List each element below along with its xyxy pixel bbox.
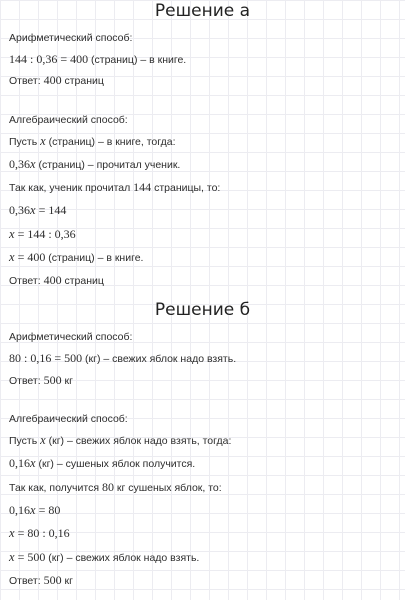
- b-dry-tail: (кг) – сушеных яблок получится.: [35, 458, 196, 470]
- b-since-num: 80: [101, 480, 114, 494]
- b-eq3-var: x: [9, 550, 15, 564]
- b-let-var: x: [40, 433, 46, 447]
- b-let-prefix: Пусть: [9, 435, 41, 447]
- b-dry-line: [9, 456, 195, 471]
- b-arith-label: Арифметический способ:: [9, 331, 133, 343]
- b-answer-1-unit: кг: [61, 375, 73, 387]
- a-answer-1-prefix: Ответ:: [9, 75, 44, 87]
- a-let-prefix: Пусть: [9, 136, 41, 148]
- a-equation-3: [9, 250, 143, 265]
- b-let-line: [9, 433, 231, 448]
- b-answer-2-value: 500: [43, 573, 62, 587]
- a-let-tail: (страниц) – в книге, тогда:: [45, 136, 176, 148]
- solution-a-title: Решение а: [154, 1, 251, 21]
- a-arith-label: Арифметический способ:: [9, 32, 133, 44]
- b-answer-1-prefix: Ответ:: [9, 375, 44, 387]
- a-arith-tail: (страниц) – в книге.: [88, 54, 187, 66]
- b-answer-2: [9, 573, 73, 588]
- a-read-tail: (страниц) – прочитал ученик.: [35, 159, 181, 171]
- b-eq3-rhs: = 500: [14, 550, 46, 564]
- a-since-num: 144: [133, 180, 152, 194]
- a-eq3-var: x: [9, 250, 15, 264]
- b-answer-2-prefix: Ответ:: [9, 575, 44, 587]
- b-arith-line: [9, 351, 236, 366]
- b-arith-tail: (кг) – свежих яблок надо взять.: [82, 353, 237, 365]
- a-eq3-rhs: = 400: [14, 250, 46, 264]
- a-eq3-tail: (страниц) – в книге.: [45, 252, 144, 264]
- b-answer-1: [9, 373, 73, 388]
- b-eq1-coef: 0,16: [9, 503, 30, 517]
- a-answer-1-unit: страниц: [61, 75, 104, 87]
- a-since-line: [9, 180, 220, 195]
- b-since-prefix: Так как, получится: [9, 482, 102, 494]
- a-alg-label: Алгебраический способ:: [9, 114, 128, 126]
- a-let-var: x: [40, 134, 46, 148]
- a-read-coef: 0,36: [9, 157, 30, 171]
- a-equation-1: [9, 203, 66, 218]
- a-eq2-var: x: [9, 227, 15, 241]
- a-answer-2-unit: страниц: [61, 275, 104, 287]
- a-answer-2-value: 400: [43, 273, 62, 287]
- b-eq1-var: x: [30, 503, 36, 517]
- b-arith-expr: 80 : 0,16 = 500: [9, 351, 83, 365]
- b-eq2-var: x: [9, 526, 15, 540]
- b-eq1-rhs: = 80: [35, 503, 61, 517]
- b-let-tail: (кг) – свежих яблок надо взять, тогда:: [45, 435, 232, 447]
- a-eq1-coef: 0,36: [9, 203, 30, 217]
- a-answer-2-prefix: Ответ:: [9, 275, 44, 287]
- solution-b-title: Решение б: [154, 300, 251, 320]
- a-eq1-var: x: [30, 203, 36, 217]
- b-equation-1: [9, 503, 60, 518]
- b-since-line: [9, 480, 222, 495]
- a-arith-expr: 144 : 0,36 = 400: [9, 52, 89, 66]
- b-eq3-tail: (кг) – свежих яблок надо взять.: [45, 552, 200, 564]
- a-let-line: [9, 134, 176, 149]
- a-answer-2: [9, 273, 104, 288]
- a-since-prefix: Так как, ученик прочитал: [9, 182, 134, 194]
- a-equation-2: [9, 227, 76, 242]
- b-dry-coef: 0,16: [9, 456, 30, 470]
- a-answer-1-value: 400: [43, 73, 62, 87]
- a-read-line: [9, 157, 180, 172]
- b-equation-2: [9, 526, 70, 541]
- a-read-var: x: [30, 157, 36, 171]
- a-eq2-rhs: = 144 : 0,36: [14, 227, 76, 241]
- a-eq1-rhs: = 144: [35, 203, 67, 217]
- a-since-tail: страницы, то:: [151, 182, 221, 194]
- b-answer-1-value: 500: [43, 373, 62, 387]
- b-answer-2-unit: кг: [61, 575, 73, 587]
- b-dry-var: x: [30, 456, 36, 470]
- b-alg-label: Алгебраический способ:: [9, 413, 128, 425]
- b-equation-3: [9, 550, 199, 565]
- b-since-tail: кг сушеных яблок, то:: [113, 482, 222, 494]
- a-answer-1: [9, 73, 104, 88]
- a-arith-line: [9, 52, 186, 67]
- b-eq2-rhs: = 80 : 0,16: [14, 526, 70, 540]
